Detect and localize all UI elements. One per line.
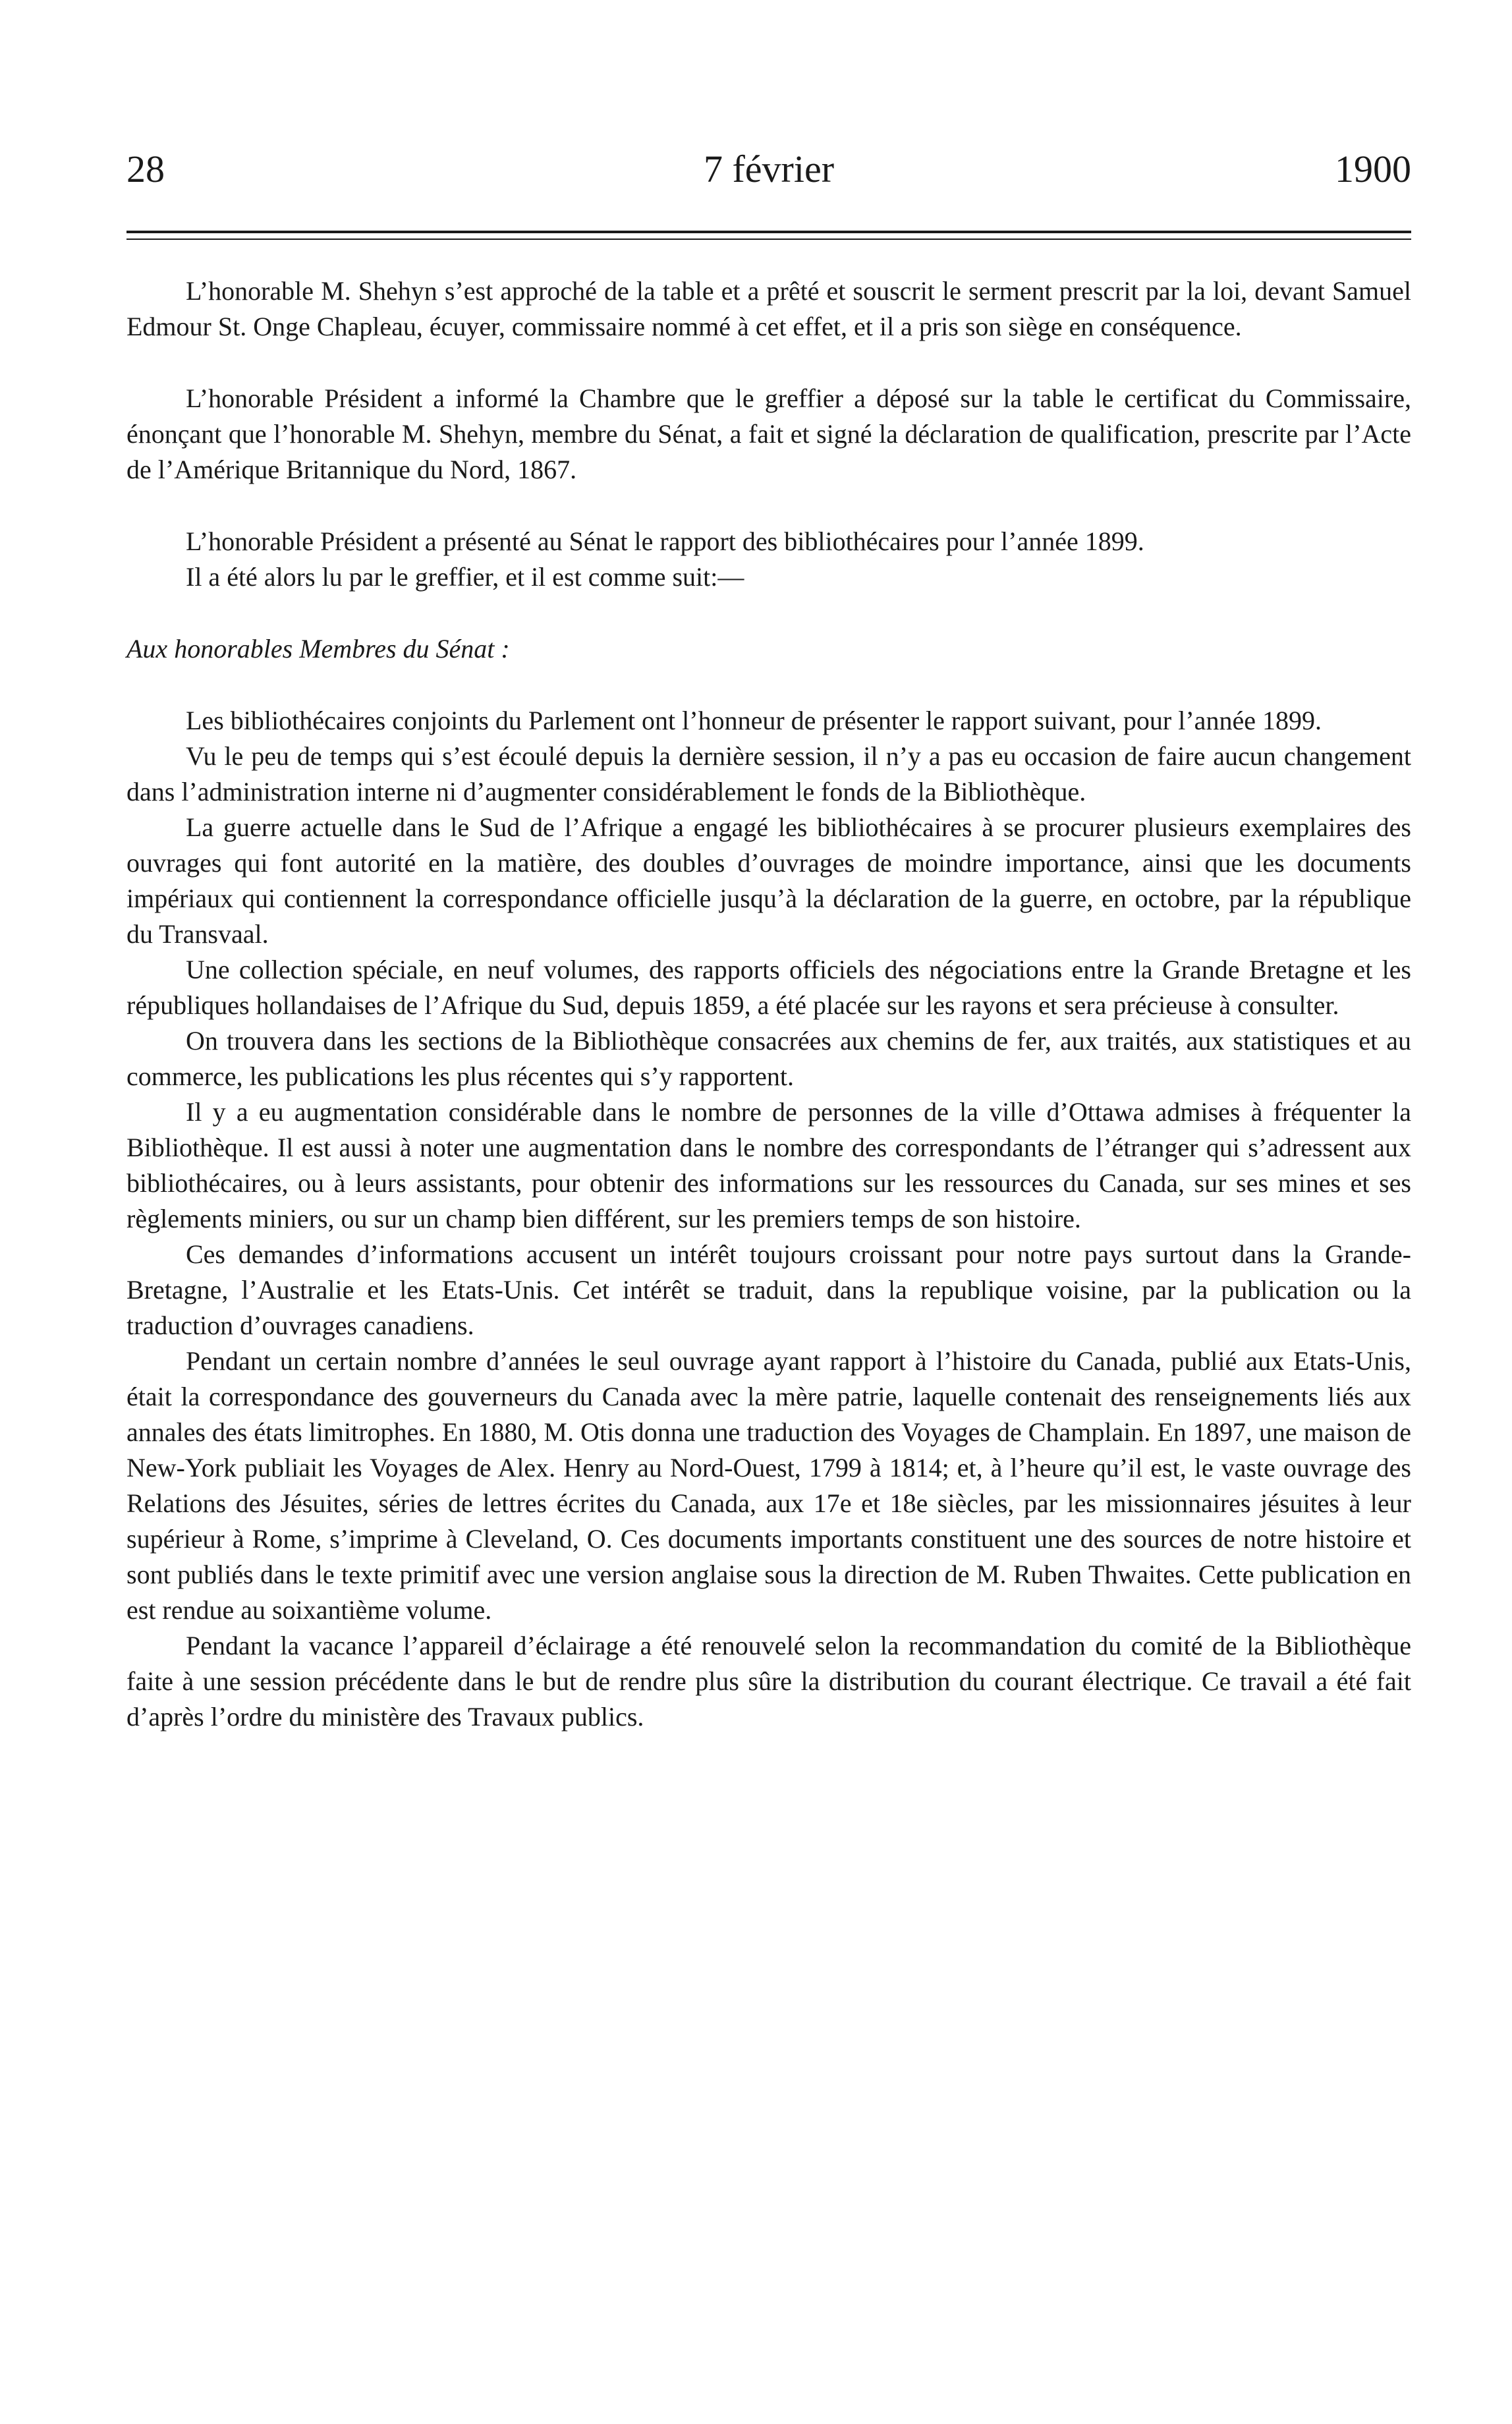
header-rule-thin <box>126 239 1411 240</box>
paragraph-collection: Une collection spéciale, en neuf volumes, des rapports officiels des négociations entre la Grande Bretagne et les républiques hollandaises de l’Afrique du Sud, depuis 1859, a été placée sur les rayons et sera précieuse à consulter. <box>126 955 1411 1020</box>
document-body <box>126 273 1411 1735</box>
paragraph-read: Il a été alors lu par le greffier, et il est comme suit:— <box>186 562 744 592</box>
paragraph-visitors: Il y a eu augmentation considérable dans le nombre de personnes de la ville d’Ottawa admises à fréquenter la Bibliothèque. Il est aussi à noter une augmentation dans le nombre des correspondants de l’étranger qui s’adressent aux bibliothécaires, ou à leurs assistants, pour obtenir des informations sur les ressources du Canada, sur ses mines et ses règlements miniers, ou sur un champ bien différent, sur les premiers temps de son histoire. <box>126 1097 1411 1233</box>
paragraph-oath: L’honorable M. Shehyn s’est approché de la table et a prêté et souscrit le serment prescrit par la loi, devant Samuel Edmour St. Onge Chapleau, écuyer, commissaire nommé à cet effet, et il a pris son siège en conséquence. <box>126 276 1411 341</box>
header-year: 1900 <box>1335 148 1411 190</box>
page-number: 28 <box>126 148 165 190</box>
paragraph-lighting: Pendant la vacance l’appareil d’éclairage a été renouvelé selon la recommandation du comité de la Bibliothèque faite à une session précédente dans le but de rendre plus sûre la distribution du courant électrique. Ce travail a été fait d’après l’ordre du ministère des Travaux publics. <box>126 1631 1411 1732</box>
paragraph-report-presented: L’honorable Président a présenté au Sénat le rapport des bibliothécaires pour l’année 1899. <box>186 526 1144 556</box>
paragraph-certificate: L’honorable Président a informé la Chambre que le greffier a déposé sur la table le certificat du Commissaire, énonçant que l’honorable M. Shehyn, membre du Sénat, a fait et signé la déclaration de qualification, prescrite par l’Acte de l’Amérique Britannique du Nord, 1867. <box>126 383 1411 484</box>
paragraph-no-changes: Vu le peu de temps qui s’est écoulé depuis la dernière session, il n’y a pas eu occasion de faire aucun changement dans l’administration interne ni d’augmenter considérablement le fonds de la Bibliothèque. <box>126 741 1411 806</box>
paragraph-war: La guerre actuelle dans le Sud de l’Afrique a engagé les bibliothécaires à se procurer plusieurs exemplaires des ouvrages qui font autorité en la matière, des doubles d’ouvrages de moindre importance, ainsi que les documents impériaux qui contiennent la correspondance officielle jusqu’à la déclaration de la guerre, en octobre, par la république du Transvaal. <box>126 812 1411 949</box>
paragraph-report-intro: Les bibliothécaires conjoints du Parlement ont l’honneur de présenter le rapport suivant, pour l’année 1899. <box>186 706 1322 735</box>
paragraph-sections: On trouvera dans les sections de la Bibliothèque consacrées aux chemins de fer, aux traités, aux statistiques et au commerce, les publications les plus récentes qui s’y rapportent. <box>126 1026 1411 1091</box>
page-header <box>126 140 1411 199</box>
header-rule-thick <box>126 231 1411 233</box>
salutation: Aux honorables Membres du Sénat : <box>126 634 510 663</box>
paragraph-interest: Ces demandes d’informations accusent un intérêt toujours croissant pour notre pays surtout dans la Grande-Bretagne, l’Australie et les Etats-Unis. Cet intérêt se traduit, dans la republique voisine, par la publication ou la traduction d’ouvrages canadiens. <box>126 1239 1411 1340</box>
paragraph-publications: Pendant un certain nombre d’années le seul ouvrage ayant rapport à l’histoire du Canada, publié aux Etats-Unis, était la correspondance des gouverneurs du Canada avec la mère patrie, laquelle contenait des renseignements liés aux annales des états limitrophes. En 1880, M. Otis donna une traduction des Voyages de Champlain. En 1897, une maison de New-York publiait les Voyages de Alex. Henry au Nord-Ouest, 1799 à 1814; et, à l’heure qu’il est, le vaste ouvrage des Relations des Jésuites, séries de lettres écrites du Canada, aux 17e et 18e siècles, par les missionnaires jésuites à leur supérieur à Rome, s’imprime à Cleveland, O. Ces documents importants constituent une des sources de notre histoire et sont publiés dans le texte primitif avec une version anglaise sous la direction de M. Ruben Thwaites. Cette publication en est rendue au soixantième volume. <box>126 1346 1411 1625</box>
header-date: 7 février <box>703 148 835 190</box>
